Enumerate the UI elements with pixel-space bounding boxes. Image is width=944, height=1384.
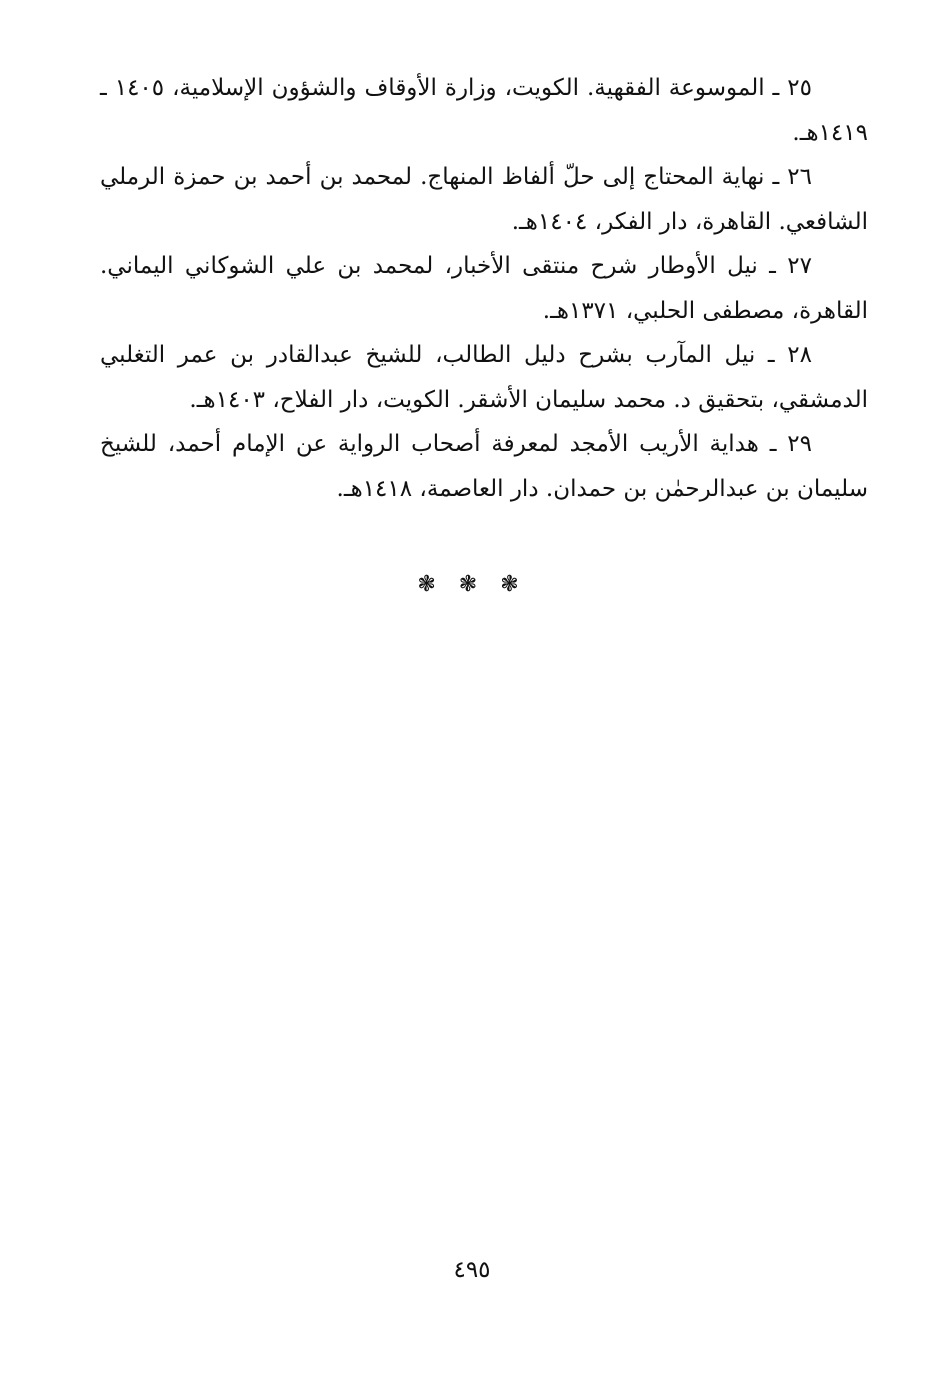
reference-item: ٢٦ ـ نهاية المحتاج إلى حلّ ألفاظ المنهاج. لمحمد بن أحمد بن حمزة الرملي الشافعي. القاهرة، دار الفكر، ١٤٠٤هـ.	[100, 164, 868, 235]
page-number: ٤٩٥	[453, 1257, 491, 1283]
reference-item: ٢٨ ـ نيل المآرب بشرح دليل الطالب، للشيخ عبدالقادر بن عمر التغلبي الدمشقي، بتحقيق د. محمد سليمان الأشقر. الكويت، دار الفلاح، ١٤٠٣هـ.	[100, 342, 868, 413]
reference-item: ٢٩ ـ هداية الأريب الأمجد لمعرفة أصحاب الرواية عن الإمام أحمد، للشيخ سليمان بن عبدالرحمٰن بن حمدان. دار العاصمة، ١٤١٨هـ.	[100, 431, 868, 502]
reference-item: ٢٧ ـ نيل الأوطار شرح منتقى الأخبار، لمحمد بن علي الشوكاني اليماني. القاهرة، مصطفى الحلبي، ١٣٧١هـ.	[100, 253, 868, 324]
reference-item: ٢٥ ـ الموسوعة الفقهية. الكويت، وزارة الأوقاف والشؤون الإسلامية، ١٤٠٥ ـ ١٤١٩هـ.	[100, 75, 868, 146]
references-list	[100, 66, 868, 511]
section-end-ornament: ❃ ❃ ❃	[417, 572, 527, 597]
